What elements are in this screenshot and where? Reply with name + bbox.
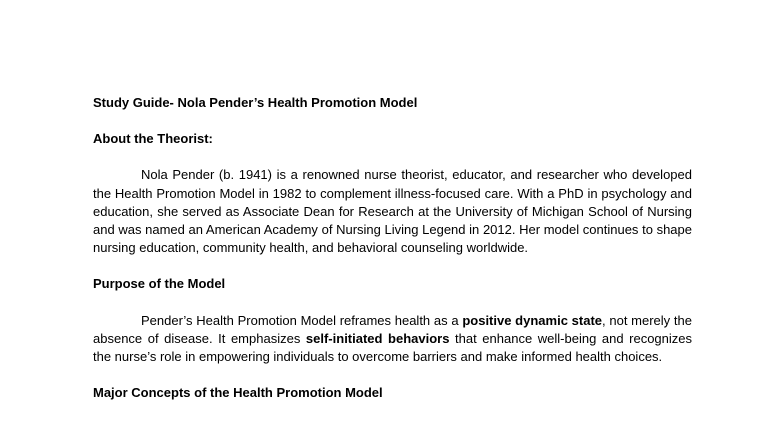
document-page: [93, 94, 692, 420]
paragraph-purpose-text-1: Pender’s Health Promotion Model reframes health as a: [141, 312, 463, 328]
paragraph-purpose-bold-1: positive dynamic state: [462, 312, 603, 328]
section-heading-purpose: Purpose of the Model: [93, 276, 226, 292]
section-heading-major-concepts: Major Concepts of the Health Promotion Model: [93, 385, 383, 401]
paragraph-purpose: [93, 312, 692, 367]
paragraph-purpose-text-3: that enhance well-being and recognizes the nurse’s role in empowering individuals to overcome barriers and make informed health choices.: [93, 330, 693, 365]
document-title: Study Guide- Nola Pender’s Health Promotion Model: [93, 95, 418, 110]
paragraph-purpose-bold-2: self-initiated behaviors: [305, 330, 450, 346]
paragraph-purpose-text-2: , not merely the absence of disease. It emphasizes: [93, 312, 692, 346]
paragraph-about-theorist: Nola Pender (b. 1941) is a renowned nurse theorist, educator, and researcher who developed the Health Promotion Model in 1982 to complement illness-focused care. With a PhD in psychology and education, she served as Associate Dean for Research at the University of Michigan School of Nursing and was named an American Academy of Nursing Living Legend in 2012. Her model continues to shape nursing education, community health, and behavioral counseling worldwide.: [93, 167, 692, 256]
section-heading-about-theorist: About the Theorist:: [93, 131, 213, 147]
